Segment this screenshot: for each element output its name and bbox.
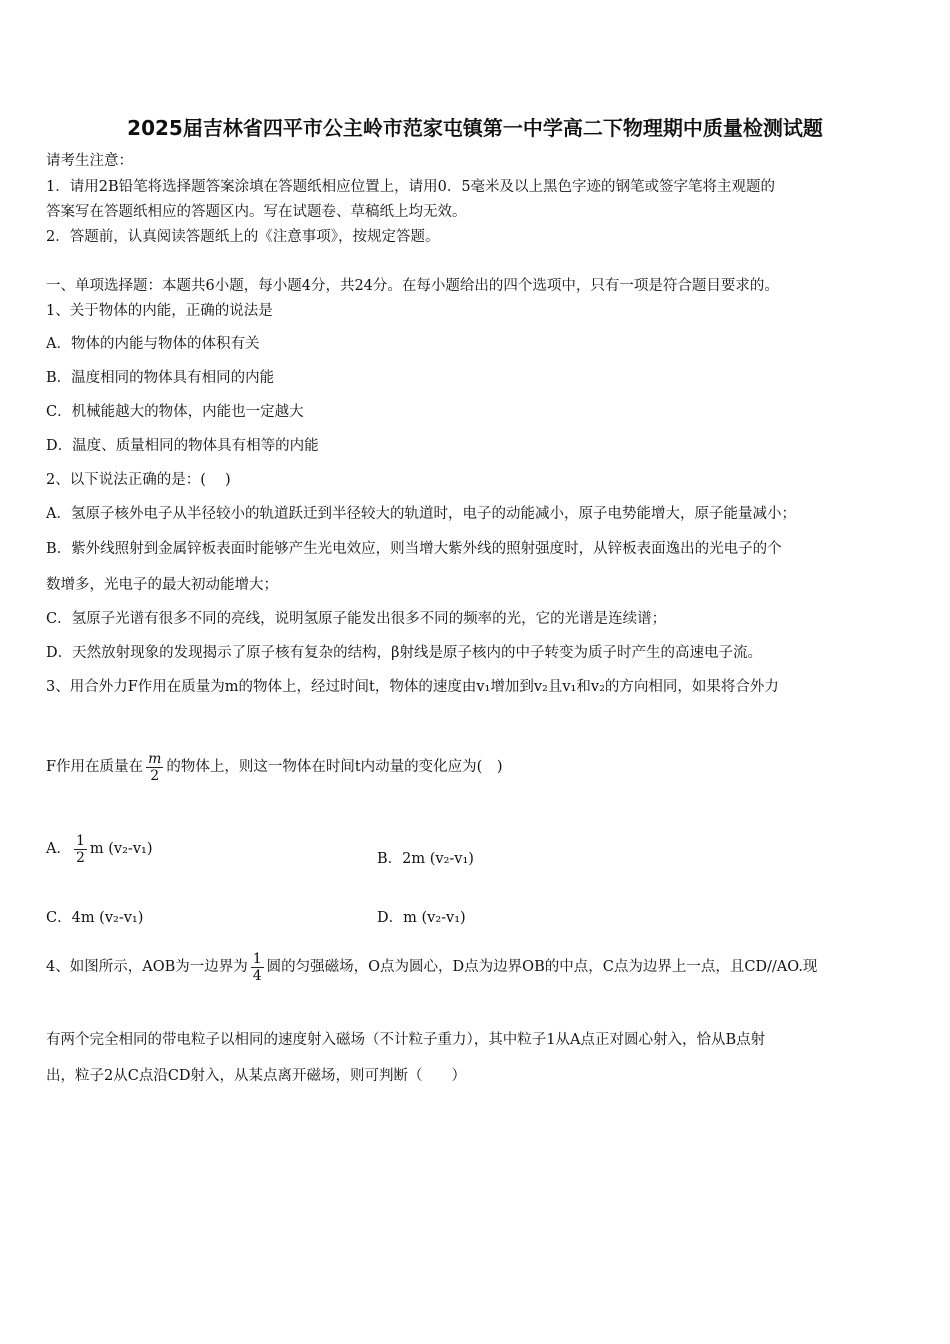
q1-option-c: C．机械能越大的物体，内能也一定越大: [46, 404, 304, 420]
q1-option-d: D．温度、质量相同的物体具有相等的内能: [46, 438, 319, 454]
q3-option-a-fraction: [74, 833, 87, 866]
q3-frac-den: 2: [146, 767, 163, 784]
q1-option-b: B．温度相同的物体具有相同的内能: [46, 370, 275, 386]
q3-stem-line1: 3、用合外力F作用在质量为m的物体上，经过时间t，物体的速度由v₁增加到v₂且v₁和v₂的方向相同，如果将合外力: [46, 679, 779, 695]
q3-option-d: D．m (v₂-v₁): [377, 910, 466, 926]
q4-stem-line3: 出，粒子2从C点沿CD射入，从某点离开磁场，则可判断（ ）: [46, 1068, 467, 1084]
q4-stem1-post: 圆的匀强磁场，O点为圆心，D点为边界OB的中点，C点为边界上一点，且CD//AO.现: [266, 959, 818, 975]
q4-stem-line1: [46, 948, 817, 986]
q2-option-a: A．氢原子核外电子从半径较小的轨道跃迁到半径较大的轨道时，电子的动能减小，原子电势能增大，原子能量减小；: [46, 506, 796, 522]
q4-frac-num: 1: [252, 950, 262, 967]
q3-option-a-label: A．: [46, 841, 71, 857]
q3-stem2-pre: F作用在质量在: [46, 759, 144, 775]
q3-fraction-m-over-2: [146, 751, 163, 784]
q4-frac-den: 4: [252, 967, 262, 984]
notice-line-2: 2．答题前，认真阅读答题纸上的《注意事项》，按规定答题。: [46, 229, 440, 245]
q3-frac-num: m: [148, 750, 162, 767]
q3-option-b: B．2m (v₂-v₁): [377, 851, 474, 867]
q3-option-a-num: 1: [75, 832, 85, 849]
q2-option-c: C．氢原子光谱有很多不同的亮线，说明氢原子能发出很多不同的频率的光，它的光谱是连续谱；: [46, 611, 667, 627]
q3-stem2-post: 的物体上，则这一物体在时间t内动量的变化应为( ): [166, 759, 503, 775]
q1-option-a: A．物体的内能与物体的体积有关: [46, 336, 260, 352]
q4-stem1-pre: 4、如图所示，AOB为一边界为: [46, 959, 248, 975]
q3-option-a: [46, 830, 153, 868]
q2-stem: 2、以下说法正确的是：( ): [46, 472, 231, 488]
q2-option-b-line1: B．紫外线照射到金属锌板表面时能够产生光电效应，则当增大紫外线的照射强度时，从锌板表面逸出的光电子的个: [46, 541, 782, 557]
page-title: 2025届吉林省四平市公主岭市范家屯镇第一中学高二下物理期中质量检测试题: [127, 116, 823, 140]
notice-line-1b: 答案写在答题纸相应的答题区内。写在试题卷、草稿纸上均无效。: [46, 204, 467, 220]
q2-option-d: D．天然放射现象的发现揭示了原子核有复杂的结构，β射线是原子核内的中子转变为质子时产生的高速电子流。: [46, 645, 763, 661]
q3-stem-line2: [46, 748, 502, 786]
q2-option-b-line2: 数增多，光电子的最大初动能增大；: [46, 577, 278, 593]
notice-line-1a: 1．请用2B铅笔将选择题答案涂填在答题纸相应位置上，请用0．5毫米及以上黑色字迹的钢笔或签字笔将主观题的: [46, 179, 776, 195]
q3-option-a-text: m (v₂-v₁): [89, 841, 153, 857]
notice-heading: 请考生注意：: [46, 153, 133, 169]
q4-fraction-1-over-4: [251, 951, 264, 984]
q1-stem: 1、关于物体的内能，正确的说法是: [46, 303, 273, 319]
q3-option-a-den: 2: [75, 849, 85, 866]
section-heading: 一、单项选择题：本题共6小题，每小题4分，共24分。在每小题给出的四个选项中，只有一项是符合题目要求的。: [46, 278, 779, 294]
q4-stem-line2: 有两个完全相同的带电粒子以相同的速度射入磁场（不计粒子重力），其中粒子1从A点正对圆心射入，恰从B点射: [46, 1032, 766, 1048]
q3-option-c: C．4m (v₂-v₁): [46, 910, 144, 926]
